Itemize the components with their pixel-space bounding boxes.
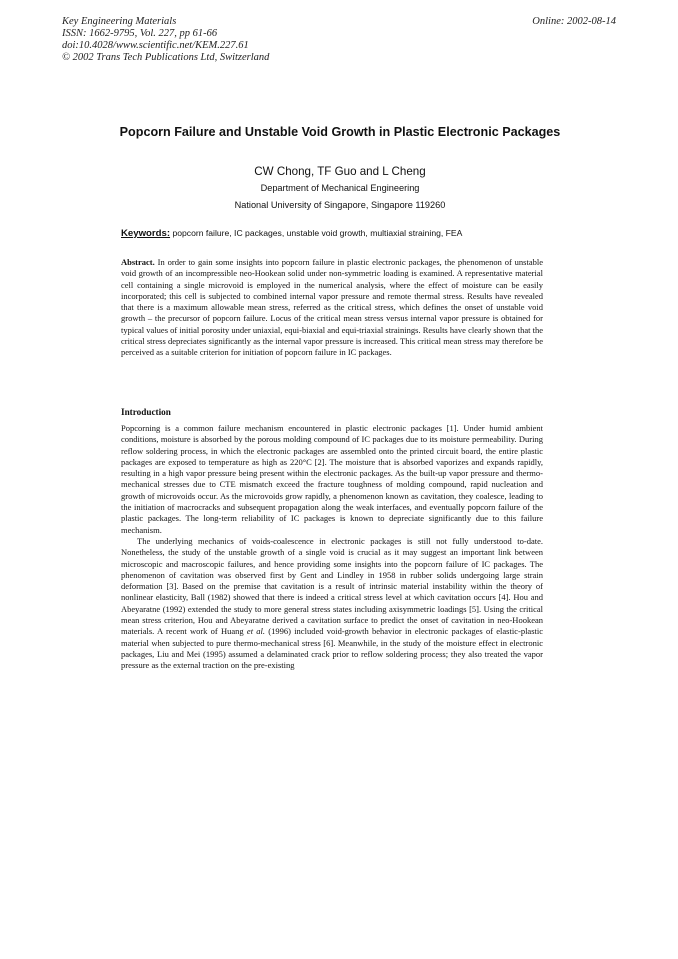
issn-line: ISSN: 1662-9795, Vol. 227, pp 61-66: [62, 28, 218, 39]
keywords-text: popcorn failure, IC packages, unstable void growth, multiaxial straining, FEA: [172, 228, 463, 238]
doi-link[interactable]: doi:10.4028/www.scientific.net/KEM.227.61: [62, 40, 249, 51]
paper-authors: CW Chong, TF Guo and L Cheng: [254, 165, 426, 178]
journal-name: Key Engineering Materials: [62, 16, 177, 27]
introduction-body: [121, 423, 543, 672]
affiliation-university: National University of Singapore, Singapore 119260: [234, 200, 446, 210]
abstract-paragraph: [121, 257, 543, 359]
intro-paragraph-1: Popcorning is a common failure mechanism encountered in plastic electronic packages [1]. Under humid ambient conditions, moisture is absorbed by the porous molding compound of IC packages due to its moisture permeability. During reflow soldering process, in which the electronic packages are assembled onto the printed circuit board, the entire plastic packages are exposed to temperature as high as 220°C [2]. The moisture that is absorbed vaporizes and expands rapidly, resulting in a high vapor pressure being present within the electronic packages. As the built-up vapor pressure and thermo-mechanical stresses due to CTE mismatch exceed the fracture toughness of molding compound, rapid nucleation and growth of microvoids occur. As the microvoids grow rapidly, a phenomenon known as cavitation, they coalesce, leading to the initiation of macrocracks and subsequent propagation along the weak interfaces, and eventually popcorn failure of the plastic packages. The long-term reliability of IC packages is known to depreciate significantly due to this failure mechanism.: [121, 423, 543, 535]
intro-paragraph-2-part-a: The underlying mechanics of voids-coalescence in electronic packages is still not fully understood to-date. Nonetheless, the study of the unstable growth of a single void is crucial as it may suggest an important link between microscopic and macroscopic failures, and hence providing some insights into the popcorn failure of IC packages. The phenomenon of cavitation was observed first by Gent and Lindley in 1958 in rubber solids undergoing large strain deformation [3]. Based on the premise that cavitation is a result of intrinsic material instability within the theory of nonlinear elasticity, Ball (1982) showed that there is indeed a critical stress level at which cavitation occurs [4]. Hou and Abeyaratne (1992) extended the study to more general stress states including axisymmetric loadings [5]. Using the critical mean stress criterion, Hou and Abeyaratne derived a cavitation surface to predict the onset of cavitation in neo-Hookean materials. A recent work of Huang: [121, 535, 543, 637]
abstract-text: In order to gain some insights into popcorn failure in plastic electronic packages, the phenomenon of unstable void growth of an incompressible neo-Hookean solid under non-symmetric loading is examined. A representative material cell containing a single microvoid is employed in the numerical analysis, where the effect of moisture can be easily incorporated; this cell is subjected to combined internal vapor pressure and remote thermal stress. Results have revealed that there is a maximum allowable mean stress, referred as the critical stress, which defines the onset of unstable void growth – the precursor of popcorn failure. Locus of the critical mean stress versus internal vapor pressure is obtained for typical values of initial porosity under uniaxial, equi-biaxial and equi-triaxial strainings. Results have clearly shown that the critical stress depreciates significantly as the internal vapor pressure is increased. This critical mean stress may therefore be perceived as a suitable criterion for initiation of popcorn failure in IC packages.: [121, 257, 544, 358]
copyright-line: © 2002 Trans Tech Publications Ltd, Switzerland: [62, 52, 270, 63]
keywords-label: Keywords:: [121, 228, 171, 239]
intro-paragraph-2-part-b: (1996) included void-growth behavior in electronic packages of elastic-plastic material when subjected to pure thermo-mechanical stress [6]. Meanwhile, in the study of the moisture effect in electronic packages, Liu and Mei (1995) assumed a delaminated crack prior to reflow soldering process; they also treated the vapor pressure as the external traction on the pre-existing: [121, 626, 544, 671]
journal-header: [62, 16, 616, 64]
keywords-line: [121, 228, 561, 239]
abstract-label: Abstract.: [121, 257, 155, 267]
introduction-heading: Introduction: [121, 407, 171, 417]
paper-title: Popcorn Failure and Unstable Void Growth in Plastic Electronic Packages: [119, 125, 561, 139]
intro-paragraph-2: [121, 536, 543, 672]
online-date: Online: 2002-08-14: [532, 16, 616, 27]
affiliation-department: Department of Mechanical Engineering: [260, 183, 420, 193]
intro-et-al: et al.: [246, 626, 266, 637]
